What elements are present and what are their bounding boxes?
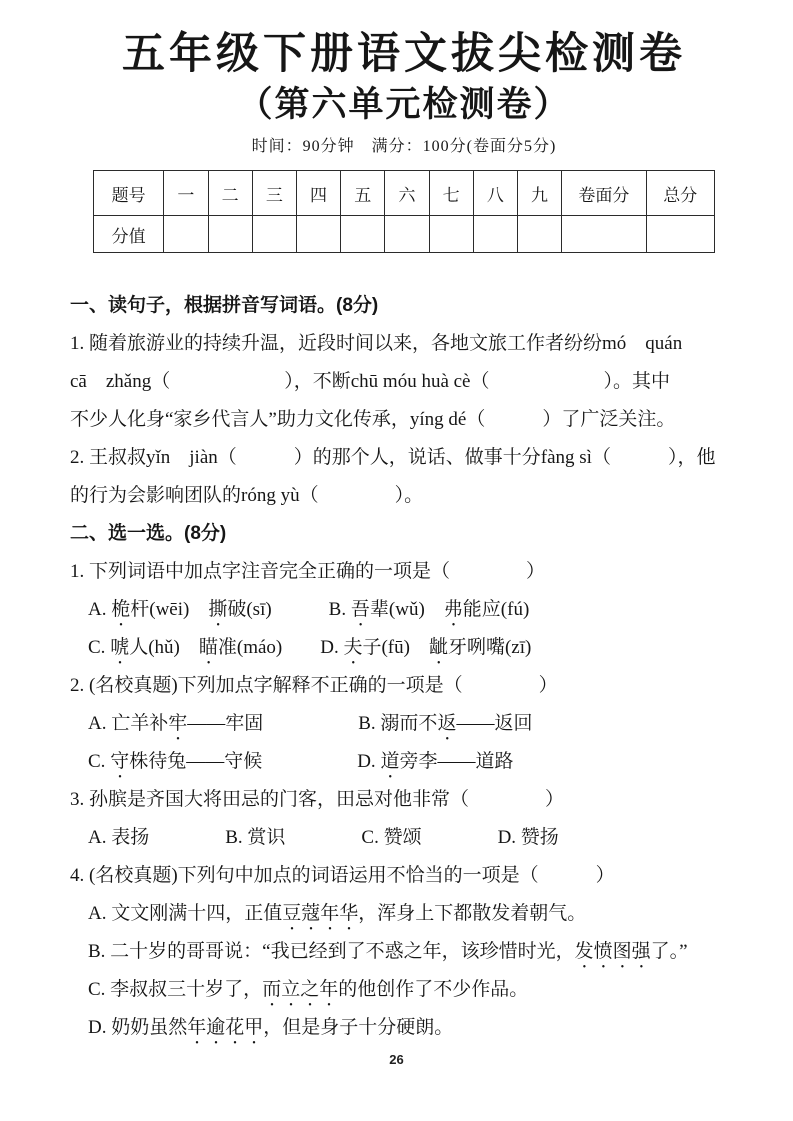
s2-q3-stem (70, 781, 738, 819)
text-segment: 旁李——道路 (399, 751, 514, 772)
text-segment: cā zhǎng（ ），不断chū móu huà cè（ ）。其中 (70, 371, 670, 392)
emphasis-dotted-text: 弗 (443, 599, 463, 620)
text-segment: 1. 随着旅游业的持续升温，近段时间以来，各地文旅工作者纷纷mó quán (70, 333, 683, 354)
emphasis-dotted-text: 吾 (350, 599, 370, 620)
emphasis-dotted-text: 撕 (208, 599, 228, 620)
score-table (93, 170, 715, 253)
text-segment: A. (88, 599, 112, 620)
score-table-empty-cell (429, 216, 473, 253)
score-table-header-cell: 八 (473, 171, 517, 216)
emphasis-dotted-text: 返 (437, 713, 457, 734)
score-table-header-cell: 三 (252, 171, 296, 216)
score-table-header-cell: 一 (164, 171, 208, 216)
text-segment: 株待兔——守候 D. (129, 751, 381, 772)
text-segment: C. (88, 751, 111, 772)
score-table-header-cell: 六 (385, 171, 429, 216)
s2-q1-options-ab (70, 591, 738, 629)
text-segment: 人(hǔ) (129, 637, 199, 658)
s1-q1-line2 (70, 363, 738, 401)
emphasis-dotted-text: 牢 (168, 713, 188, 734)
text-segment: D. 奶奶虽然 (88, 1017, 188, 1038)
page-number: 26 (389, 1052, 404, 1067)
s1-q1-line1 (70, 325, 738, 363)
s2-q2-options-cd (70, 743, 738, 781)
text-segment: 2. 王叔叔yǐn jiàn（ ）的那个人，说话、做事十分fàng sì（ ），他 (70, 447, 716, 468)
text-segment: 的行为会影响团队的róng yù（ ）。 (70, 485, 424, 506)
emphasis-dotted-text: 豆蔻年华 (282, 903, 359, 924)
text-segment: C. (88, 637, 111, 658)
text-segment: 的他创作了不少作品。 (338, 979, 529, 1000)
emphasis-dotted-text: 夫 (343, 637, 363, 658)
text-segment: 能应(fú) (462, 599, 530, 620)
emphasis-dotted-text: 发愤图强 (574, 941, 651, 962)
text-segment: 杆(wēi) (130, 599, 209, 620)
score-table-empty-cell (646, 216, 714, 253)
text-segment: 准(máo) D. (217, 637, 344, 658)
score-table-header-cell: 卷面分 (562, 171, 646, 216)
text-segment: C. 李叔叔三十岁了， (88, 979, 263, 1000)
score-table-label-cell: 题号 (94, 171, 164, 216)
score-table-header-cell: 总分 (646, 171, 714, 216)
text-segment: 一、读句子，根据拼音写词语。(8分) (70, 295, 379, 316)
text-segment: ——返回 (456, 713, 533, 734)
text-segment: 了。” (650, 941, 688, 962)
emphasis-dotted-text: 道 (380, 751, 400, 772)
score-table-value-row (94, 216, 715, 253)
text-segment: A. 表扬 B. 赏识 C. 赞颂 D. 赞扬 (88, 827, 559, 848)
s2-q1-stem (70, 553, 738, 591)
text-segment: 4. (名校真题)下列句中加点的词语运用不恰当的一项是（ ） (70, 865, 615, 886)
s1-q2-line1 (70, 439, 738, 477)
exam-meta: 时间：90分钟 满分：100分(卷面分5分) (251, 138, 557, 155)
s1-q1-line3 (70, 401, 738, 439)
s2-q4-option-d (70, 1009, 738, 1047)
text-segment: A. 文文刚满十四，正值 (88, 903, 283, 924)
text-segment: ，但是身子十分硬朗。 (263, 1017, 454, 1038)
emphasis-dotted-text: 瞄 (198, 637, 218, 658)
score-table-empty-cell (252, 216, 296, 253)
text-segment: B. 二十岁的哥哥说：“我已经到了不惑之年，该珍惜时光， (88, 941, 575, 962)
score-table-empty-cell (208, 216, 252, 253)
score-table-empty-cell (517, 216, 561, 253)
text-segment: A. 亡羊补 (88, 713, 169, 734)
text-segment: ——牢固 B. 溺而不 (187, 713, 438, 734)
text-segment: 二、选一选。(8分) (70, 523, 227, 544)
text-segment: 子(fū) (362, 637, 429, 658)
score-table-header-cell: 二 (208, 171, 252, 216)
section-2-heading (70, 515, 738, 553)
score-table-header-cell: 七 (429, 171, 473, 216)
s2-q4-option-a (70, 895, 738, 933)
s2-q3-options (70, 819, 738, 857)
score-table-empty-cell (296, 216, 340, 253)
score-table-empty-cell (473, 216, 517, 253)
s2-q2-stem (70, 667, 738, 705)
page-title: 五年级下册语文拔尖检测卷 (122, 30, 686, 78)
section-1-heading (70, 287, 738, 325)
text-segment: 1. 下列词语中加点字注音完全正确的一项是（ ） (70, 561, 546, 582)
emphasis-dotted-text: 龇 (428, 637, 448, 658)
text-segment: 破(sī) B. (227, 599, 351, 620)
score-table-empty-cell (562, 216, 646, 253)
s1-q2-line2 (70, 477, 738, 515)
s2-q4-option-b (70, 933, 738, 971)
score-table-header-cell: 五 (341, 171, 385, 216)
score-table-empty-cell (385, 216, 429, 253)
emphasis-dotted-text: 唬 (110, 637, 130, 658)
s2-q2-options-ab (70, 705, 738, 743)
page-subtitle: （第六单元检测卷） (237, 85, 571, 124)
text-segment: ，浑身上下都散发着朝气。 (358, 903, 587, 924)
s2-q4-option-c (70, 971, 738, 1009)
emphasis-dotted-text: 而立之年 (262, 979, 339, 1000)
s2-q4-stem (70, 857, 738, 895)
score-table-empty-cell (341, 216, 385, 253)
emphasis-dotted-text: 守 (110, 751, 130, 772)
exam-body (70, 287, 738, 1047)
s2-q1-options-cd (70, 629, 738, 667)
score-table-header-cell: 九 (517, 171, 561, 216)
score-table-label-cell: 分值 (94, 216, 164, 253)
score-table-header-cell: 四 (296, 171, 340, 216)
emphasis-dotted-text: 年逾花甲 (187, 1017, 264, 1038)
emphasis-dotted-text: 桅 (111, 599, 131, 620)
text-segment: 不少人化身“家乡代言人”助力文化传承，yíng dé（ ）了广泛关注。 (70, 409, 676, 430)
text-segment: 2. (名校真题)下列加点字解释不正确的一项是（ ） (70, 675, 558, 696)
score-table-empty-cell (164, 216, 208, 253)
score-table-header-row (94, 171, 715, 216)
text-segment: 牙咧嘴(zī) (447, 637, 532, 658)
text-segment: 3. 孙膑是齐国大将田忌的门客，田忌对他非常（ ） (70, 789, 565, 810)
text-segment: 辈(wǔ) (369, 599, 444, 620)
